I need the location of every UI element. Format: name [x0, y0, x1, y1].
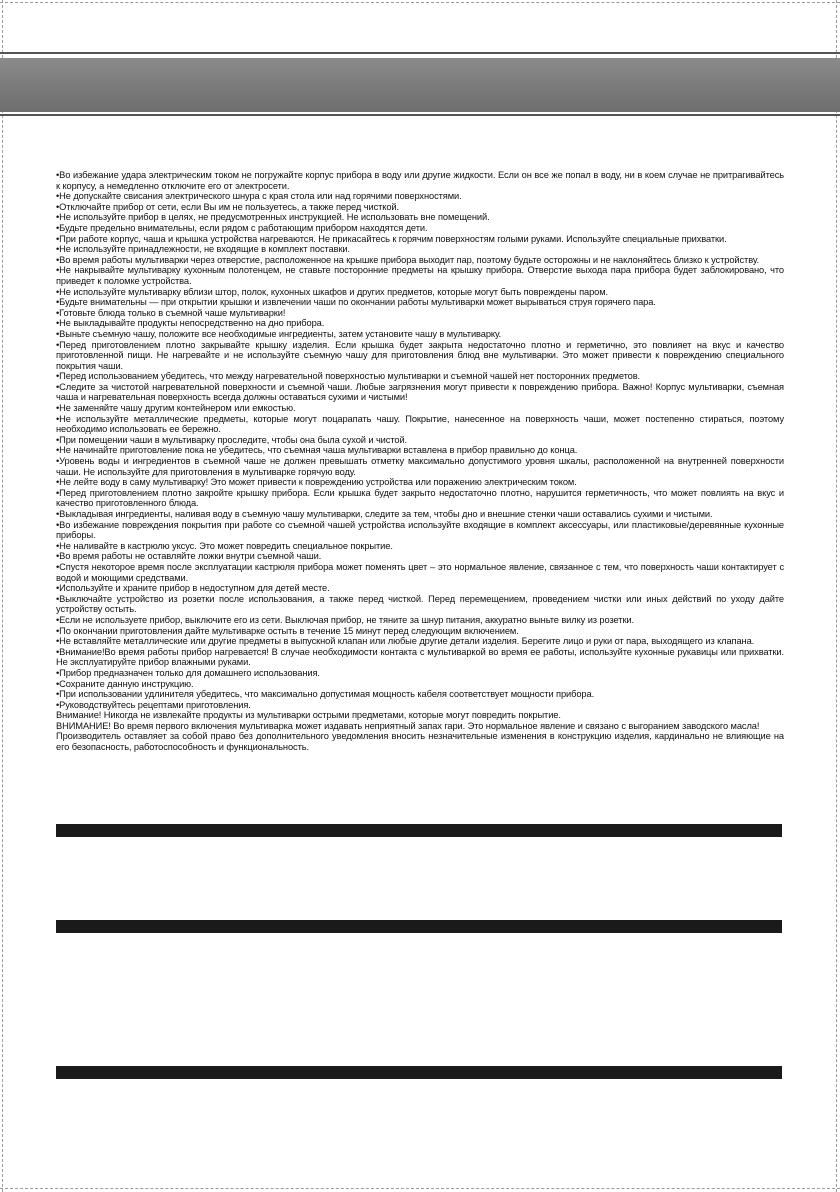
crop-line-left [2, 0, 3, 1192]
instruction-item: •Выключайте устройство из розетки после использования, а также перед чисткой. Перед перемещением, проведением чистки или иных действий по уходу дайте устройству остыть. [56, 593, 784, 615]
instruction-item: •Внимание!Во время работы прибор нагревается! В случае необходимости контакта с мультиваркой во время ее работы, используйте кухонные рукавицы или прихватки. Не эксплуатируйте прибор влажными руками. [56, 646, 784, 668]
header-rule-top [0, 52, 840, 54]
instruction-item: •Не используйте принадлежности, не входящие в комплект поставки. [56, 244, 350, 255]
instruction-item: •Выкладывая ингредиенты, наливая воду в съемную чашу мультиварки, следите за тем, чтобы дно и внешние стенки чаши оставались сухими и чистыми. [56, 509, 713, 519]
safety-instructions [56, 170, 784, 753]
instruction-item: •Уровень воды и ингредиентов в съемной чаше не должен превышать отметку максимально допустимого уровня шкалы, расположенной на внутренней поверхности чаши. Не используйте для приготовления в мультиварке горячую воду. [56, 456, 784, 477]
instruction-item: •Следите за чистотой нагревательной поверхности и съемной чаши. Любые загрязнения могут привести к повреждению прибора. Важно! Корпус мультиварки, съемная чаша и нагревательная поверхность всегда должны оставаться сухими и чистыми! [56, 381, 784, 403]
instruction-item: •Во время работы мультиварки через отверстие, расположенное на крышке прибора выходит пар, поэтому будьте осторожны и не наклоняйтесь близко к устройству. [56, 254, 759, 265]
instruction-item: •Прибор предназначен только для домашнего использования. [56, 667, 320, 678]
instruction-item: •Используйте и храните прибор в недоступном для детей месте. [56, 583, 330, 594]
instruction-item: •Не вставляйте металлические или другие предметы в выпускной клапан или любые другие детали изделия. Берегите лицо и руки от пара, выходящего из клапана. [56, 636, 755, 647]
instruction-item: •Сохраните данную инструкцию. [56, 678, 194, 689]
instruction-item: •По окончании приготовления дайте мультиварке остыть в течение 15 минут перед следующим включением. [56, 625, 519, 636]
instruction-item: •Отключайте прибор от сети, если Вы им не пользуетесь, а также перед чисткой. [56, 201, 399, 212]
header-band [0, 58, 840, 112]
instruction-item: •Не используйте металлические предметы, которые могут поцарапать чашу. Покрытие, нанесенное на поверхность чаши, может постепенно стираться, поэтому необходимо использовать ее бережно. [56, 413, 784, 435]
instruction-item: •Перед использованием убедитесь, что между нагревательной поверхностью мультиварки и съемной чашей нет посторонних предметов. [56, 371, 641, 382]
instruction-item: •Не выкладывайте продукты непосредственно на дно прибора. [56, 318, 325, 329]
instruction-item: •Руководствуйтесь рецептами приготовления. [56, 699, 251, 710]
instruction-item: •Не заменяйте чашу другим контейнером или емкостью. [56, 403, 296, 414]
section-bar-3 [56, 1066, 782, 1079]
crop-line-top [0, 2, 840, 3]
header-rule-bottom [0, 114, 840, 116]
instruction-item: •Не накрывайте мультиварку кухонным полотенцем, не ставьте посторонние предметы на крышку прибора. Отверстие выхода пара прибора будет заблокировано, что приведет к поломке устройства. [56, 265, 784, 286]
crop-line-right [836, 0, 837, 1192]
section-bar-2 [56, 920, 782, 933]
instruction-item: •Во время работы не оставляйте ложки внутри съемной чаши. [56, 551, 322, 562]
section-bar-1 [56, 824, 782, 837]
instruction-item: •Не используйте мультиварку вблизи штор, полок, кухонных шкафов и других предметов, которые могут быть повреждены паром. [56, 286, 608, 297]
instruction-item: •Перед приготовлением плотно закройте крышку прибора. Если крышка будет закрыто недостаточно плотно, нарушится герметичность, что может повлиять на вкус и качество приготовленного блюда. [56, 487, 784, 509]
instruction-item: •Не наливайте в кастрюлю уксус. Это может повредить специальное покрытие. [56, 540, 393, 551]
instruction-item: ВНИМАНИЕ! Во время первого включения мультиварка может издавать неприятный запах гари. Это нормальное явление и связано с выгоранием заводского масла! [56, 720, 760, 731]
crop-line-bottom [0, 1188, 840, 1189]
instruction-item: •При помещении чаши в мультиварку проследите, чтобы она была сухой и чистой. [56, 434, 408, 445]
instruction-item: •При работе корпус, чаша и крышка устройства нагреваются. Не прикасайтесь к горячим поверхностям голыми руками. Используйте специальные прихватки. [56, 233, 727, 244]
instruction-item: •Во избежание удара электрическим током не погружайте корпус прибора в воду или другие жидкости. Если он все же попал в воду, ни в коем случае не притрагивайтесь к корпусу, а немедленно отключите его от электросети. [56, 170, 784, 191]
instruction-item: •Не используйте прибор в целях, не предусмотренных инструкцией. Не использовать вне помещений. [56, 212, 490, 223]
instruction-item: •Не допускайте свисания электрического шнура с края стола или над горячими поверхностями. [56, 191, 462, 202]
instruction-item: Производитель оставляет за собой право без дополнительного уведомления вносить незначительные изменения в конструкцию изделия, кардинально не влияющие на его безопасность, работоспособность и функциональность. [56, 731, 784, 753]
instruction-item: •Спустя некоторое время после эксплуатации кастрюля прибора может поменять цвет – это нормальное явление, связанное с тем, что поверхность чаши контактирует с водой и моющими средствами. [56, 561, 784, 583]
instruction-item: •Будьте внимательны — при открытии крышки и извлечении чаши по окончании работы мультиварки может вырываться струя горячего пара. [56, 297, 656, 308]
instruction-item: •Во избежание повреждения покрытия при работе со съемной чашей устройства используйте входящие в комплект аксессуары, или пластиковые/деревянные кухонные приборы. [56, 519, 784, 541]
instruction-item: •Перед приготовлением плотно закрывайте крышку изделия. Если крышка будет закрыта недостаточно плотно и герметично, это повлияет на вкус и качество приготовленной пищи. Не нагревайте и не используйте съемную чашу для приготовления блюд вне мультиварки. Это может привести к повреждению специального покрытия чаши. [56, 339, 784, 371]
instruction-item: •Если не используете прибор, выключите его из сети. Выключая прибор, не тяните за шнур питания, аккуратно выньте вилку из розетки. [56, 614, 634, 625]
instruction-item: •Готовьте блюда только в съемной чаше мультиварки! [56, 307, 286, 318]
instruction-item: •Будьте предельно внимательны, если рядом с работающим прибором находятся дети. [56, 222, 428, 233]
instruction-item: •Выньте съемную чашу, положите все необходимые ингредиенты, затем установите чашу в мультиварку. [56, 328, 502, 339]
instruction-item: •При использовании удлинителя убедитесь, что максимально допустимая мощность кабеля соответствует мощности прибора. [56, 689, 595, 700]
instruction-item: •Не лейте воду в саму мультиварку! Это может привести к повреждению устройства или поражению электрическим током. [56, 477, 577, 488]
instruction-item: •Не начинайте приготовление пока не убедитесь, что съемная чаша мультиварки вставлена в прибор правильно до конца. [56, 445, 578, 456]
instruction-item: Внимание! Никогда не извлекайте продукты из мультиварки острыми предметами, которые могут повредить покрытие. [56, 710, 561, 721]
